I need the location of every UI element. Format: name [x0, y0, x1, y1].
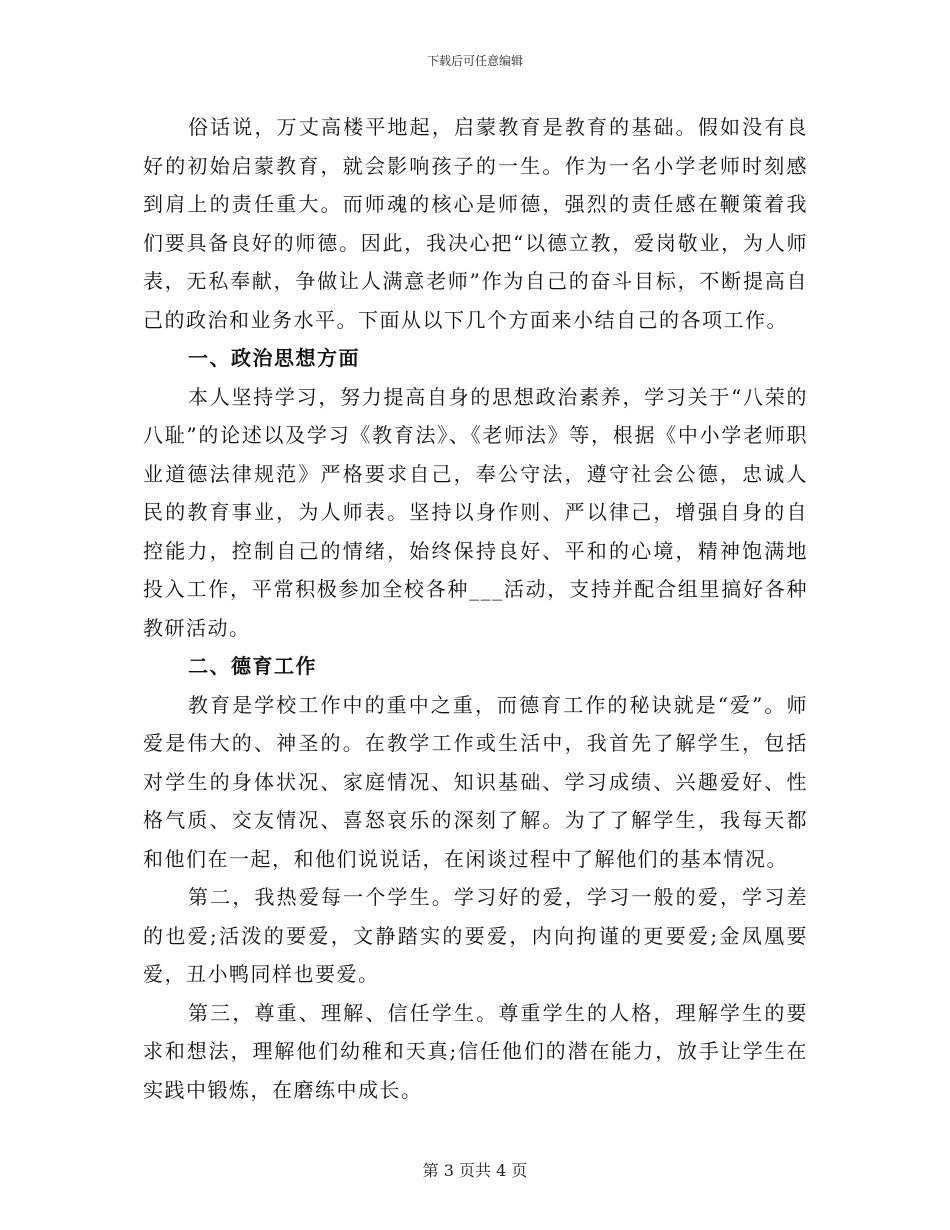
moral-education-paragraph-1: 教育是学校工作中的重中之重，而德育工作的秘诀就是“爱”。师爱是伟大的、神圣的。在教学工作或生活中，我首先了解学生，包括对学生的身体状况、家庭情况、知识基础、学习成绩、兴趣爱好、性格气质、交友情况、喜怒哀乐的深刻了解。为了了解学生，我每天都和他们在一起，和他们说说话，在闲谈过程中了解他们的基本情况。 [143, 692, 808, 871]
section-politics-paragraph: 本人坚持学习，努力提高自身的思想政治素养，学习关于“八荣的八耻”的论述以及学习《教育法》、《老师法》等，根据《中小学老师职业道德法律规范》严格要求自己，奉公守法，遵守社会公德，忠诚人民的教育事业，为人师表。坚持以身作则、严以律己，增强自身的自控能力，控制自己的情绪，始终保持良好、平和的心境，精神饱满地投入工作，平常积极参加全校各种___活动，支持并配合组里搞好各种教研活动。 [143, 384, 808, 640]
page-header: 下载后可任意编辑 [426, 54, 523, 68]
intro-paragraph: 俗话说，万丈高楼平地起，启蒙教育是教育的基础。假如没有良好的初始启蒙教育，就会影响孩子的一生。作为一名小学老师时刻感到肩上的责任重大。而师魂的核心是师德，强烈的责任感在鞭策着我们要具备良好的师德。因此，我决心把“以德立教，爱岗敬业，为人师表，无私奉献，争做让人满意老师”作为自己的奋斗目标，不断提高自己的政治和业务水平。下面从以下几个方面来小结自己的各项工作。 [143, 115, 808, 332]
moral-education-paragraph-3: 第三，尊重、理解、信任学生。尊重学生的人格，理解学生的要求和想法，理解他们幼稚和天真;信任他们的潜在能力，放手让学生在实践中锻炼，在磨练中成长。 [143, 1000, 808, 1102]
section-heading-moral-education: 二、德育工作 [188, 654, 317, 678]
document-body [143, 108, 808, 1109]
section-heading-politics: 一、政治思想方面 [188, 346, 360, 370]
moral-education-paragraph-2: 第二，我热爱每一个学生。学习好的爱，学习一般的爱，学习差的也爱;活泼的要爱，文静踏实的要爱，内向拘谨的更要爱;金凤凰要爱，丑小鸭同样也要爱。 [143, 885, 808, 986]
page-footer: 第 3 页共 4 页 [422, 1161, 528, 1180]
